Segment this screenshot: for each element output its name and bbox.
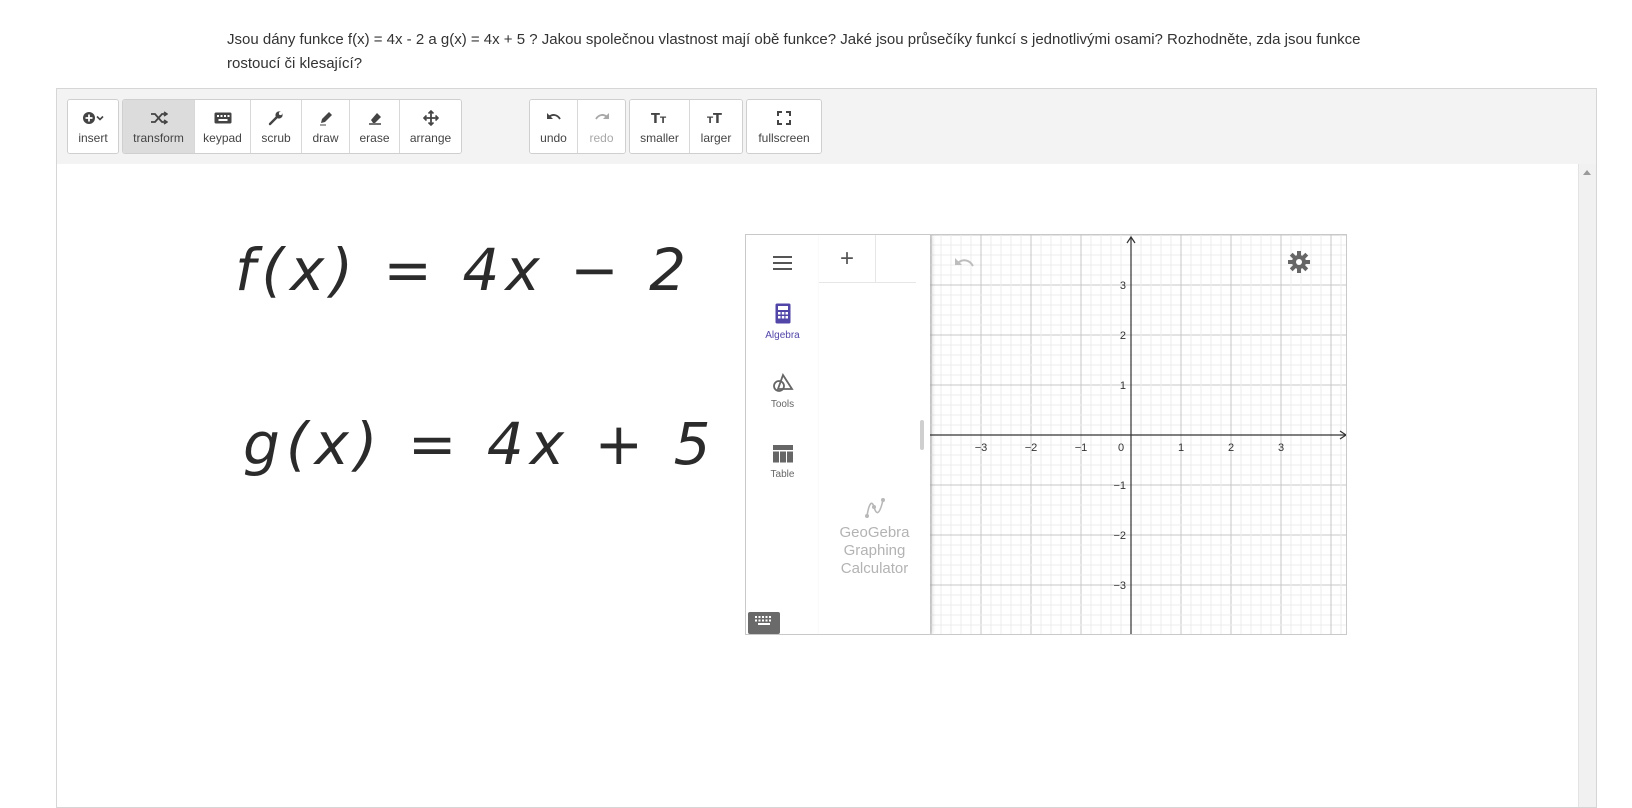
calculator-icon: [746, 303, 819, 327]
x-tick-label: 1: [1177, 442, 1185, 454]
nav-tools[interactable]: Tools: [746, 373, 819, 410]
keyboard-icon: [214, 109, 232, 127]
nav-algebra[interactable]: Algebra: [746, 303, 819, 341]
y-tick-label: 3: [1119, 280, 1126, 292]
geogebra-applet[interactable]: [745, 234, 1347, 635]
undo-button[interactable]: undo: [530, 100, 578, 153]
eraser-icon: [367, 109, 383, 127]
fullscreen-icon: [777, 109, 791, 127]
editor-toolbar: [57, 89, 1596, 165]
history-group: [529, 99, 626, 154]
vertical-scrollbar[interactable]: [1578, 164, 1596, 807]
shuffle-icon: [150, 109, 168, 127]
y-tick-label: 1: [1119, 380, 1126, 392]
panel-resize-handle[interactable]: [920, 420, 924, 450]
geogebra-logo-icon: [819, 497, 930, 524]
settings-gear-icon[interactable]: [1288, 251, 1310, 278]
scrub-button[interactable]: scrub: [251, 100, 302, 153]
x-tick-label: −3: [974, 442, 988, 454]
fullscreen-button[interactable]: fullscreen: [747, 100, 821, 153]
larger-button[interactable]: T T larger: [690, 100, 742, 153]
add-circle-icon: [82, 109, 104, 127]
geogebra-side-nav: [746, 235, 820, 634]
nav-table[interactable]: Table: [746, 445, 819, 480]
x-tick-label: −2: [1024, 442, 1038, 454]
wrench-icon: [268, 109, 284, 127]
keyboard-icon: [754, 614, 774, 632]
handwritten-g-equation[interactable]: g(x) = 4x + 5: [243, 410, 717, 478]
text-smaller-icon: [651, 109, 669, 127]
arrange-button[interactable]: arrange: [400, 100, 461, 153]
task-text: Jsou dány funkce f(x) = 4x - 2 a g(x) = 4x + 5 ? Jakou společnou vlastnost mají obě funkce? Jaké jsou průsečíky funkcí s jednotlivými osami? Rozhodněte, zda jsou funkce rostoucí či klesající?: [227, 31, 1361, 72]
y-tick-label: 2: [1119, 330, 1126, 342]
shapes-icon: [746, 373, 819, 396]
menu-icon[interactable]: [772, 255, 793, 276]
svg-text:T: T: [713, 111, 722, 125]
graphics-undo-icon[interactable]: [952, 255, 976, 278]
add-input-button[interactable]: +: [819, 235, 876, 283]
redo-button[interactable]: redo: [578, 100, 625, 153]
geogebra-brand: GeoGebra Graphing Calculator: [819, 497, 930, 578]
draw-button[interactable]: draw: [302, 100, 350, 153]
svg-text:T: T: [650, 111, 660, 125]
insert-button[interactable]: insert: [68, 100, 118, 153]
x-tick-label: 2: [1227, 442, 1235, 454]
x-tick-label: −1: [1074, 442, 1088, 454]
move-icon: [423, 109, 439, 127]
erase-button[interactable]: erase: [350, 100, 400, 153]
keyboard-toggle-button[interactable]: [748, 612, 780, 634]
smaller-button[interactable]: T T smaller: [630, 100, 690, 153]
undo-icon: [545, 109, 563, 127]
handwritten-f-equation[interactable]: f(x) = 4x − 2: [235, 236, 693, 304]
input-row-divider: [875, 282, 916, 283]
text-larger-icon: [707, 109, 725, 127]
insert-group: [67, 99, 119, 154]
svg-text:T: T: [707, 115, 714, 125]
fullscreen-group: [746, 99, 822, 154]
redo-icon: [593, 109, 611, 127]
text-size-group: [629, 99, 743, 154]
coordinate-grid: [930, 235, 1347, 635]
keypad-button[interactable]: keypad: [195, 100, 251, 153]
y-tick-label: −2: [1113, 530, 1126, 542]
svg-text:T: T: [659, 115, 666, 125]
scroll-up-arrow-icon[interactable]: [1583, 170, 1591, 175]
y-tick-label: −1: [1113, 480, 1126, 492]
x-tick-label: 3: [1277, 442, 1285, 454]
geogebra-algebra-panel: [819, 235, 930, 634]
x-tick-label: 0: [1117, 442, 1125, 454]
transform-button[interactable]: transform: [123, 100, 195, 153]
pencil-icon: [318, 109, 334, 127]
y-tick-label: −3: [1113, 580, 1126, 592]
table-icon: [746, 445, 819, 466]
geogebra-graphics-view[interactable]: [930, 235, 1347, 634]
tools-group: [122, 99, 462, 154]
